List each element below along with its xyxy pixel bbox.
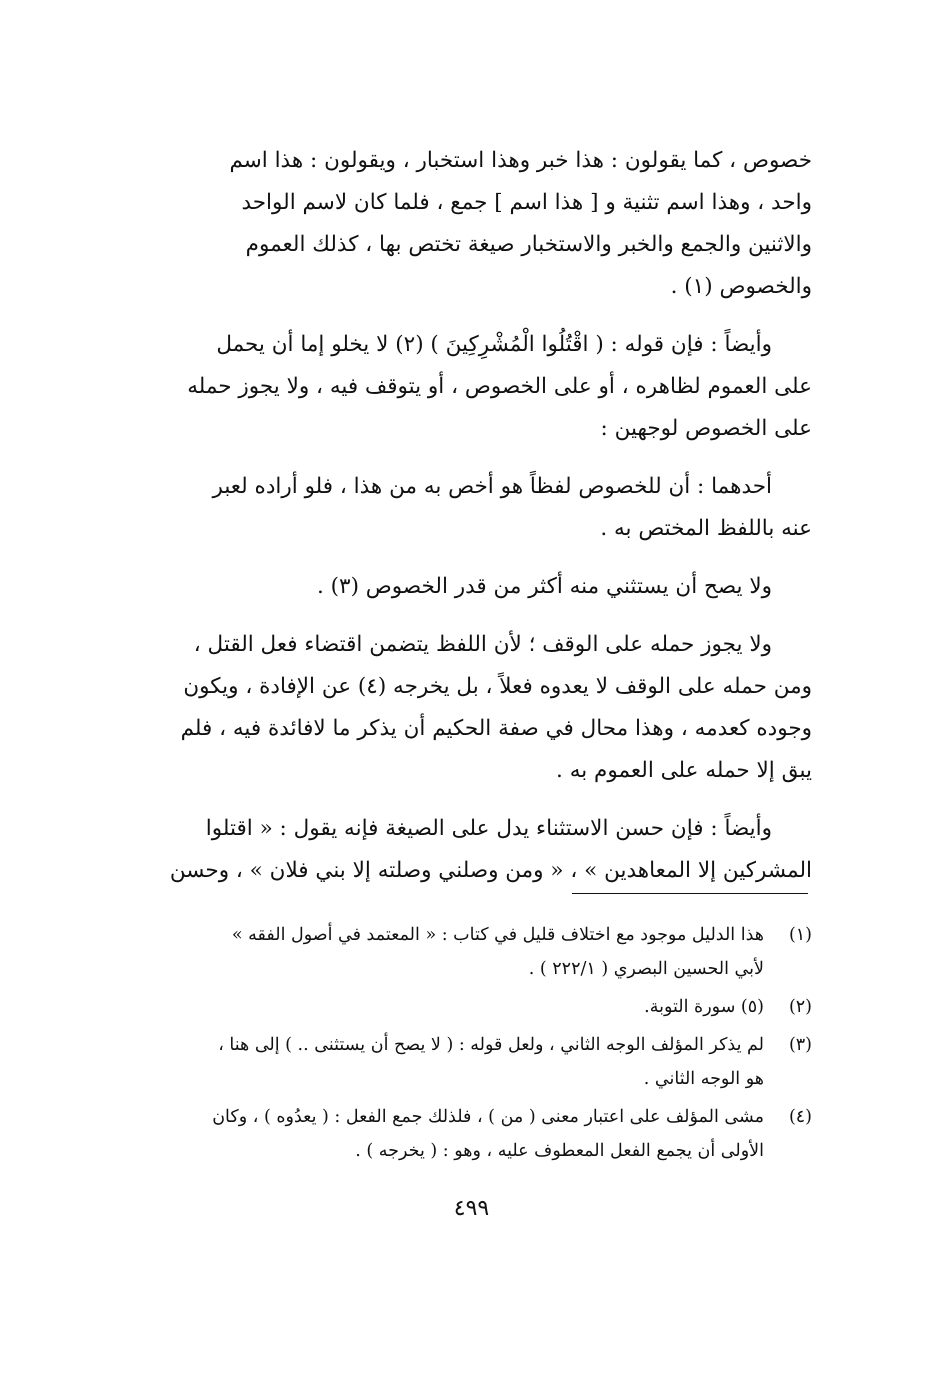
text-line: واحد ، وهذا اسم تثنية و [ هذا اسم ] جمع ، فلما كان لاسم الواحد xyxy=(241,190,812,215)
text-line: والخصوص (١) . xyxy=(670,274,812,299)
paragraph-5 xyxy=(160,624,812,792)
footnote-line: لم يذكر المؤلف الوجه الثاني ، ولعل قوله : ( لا يصح أن يستثنى .. ) إلى هنا ، xyxy=(218,1035,764,1055)
text-line: على العموم لظاهره ، أو على الخصوص ، أو يتوقف فيه ، ولا يجوز حمله xyxy=(187,374,812,399)
footnote-number: (٤) xyxy=(788,1107,812,1127)
paragraph-3 xyxy=(160,466,812,550)
text-line: خصوص ، كما يقولون : هذا خبر وهذا استخبار ، ويقولون : هذا اسم xyxy=(229,148,812,173)
footnote-text xyxy=(160,918,764,986)
footnote-divider xyxy=(572,893,808,894)
text-line: يبق إلا حمله على العموم به . xyxy=(556,758,812,783)
footnote-text xyxy=(160,1028,764,1096)
footnote-number: (١) xyxy=(788,925,812,945)
text-line: والاثنين والجمع والخبر والاستخبار صيغة تختص بها ، كذلك العموم xyxy=(245,232,812,257)
main-text xyxy=(160,140,812,908)
text-line: وأيضاً : فإن حسن الاستثناء يدل على الصيغة فإنه يقول : « اقتلوا xyxy=(205,816,772,841)
footnotes xyxy=(160,918,812,1172)
text-line: على الخصوص لوجهين : xyxy=(600,416,812,441)
footnote-text xyxy=(160,1100,764,1168)
text-line: وأيضاً : فإن قوله : ( اقْتُلُوا الْمُشْرِكِينَ ) (٢) لا يخلو إما أن يحمل xyxy=(216,332,772,357)
text-line: ومن حمله على الوقف لا يعدوه فعلاً ، بل يخرجه (٤) عن الإفادة ، ويكون xyxy=(183,674,812,699)
page-number: ٤٩٩ xyxy=(453,1196,490,1221)
footnote-1 xyxy=(160,918,812,986)
text-line: عنه باللفظ المختص به . xyxy=(600,516,812,541)
text-line: ولا يجوز حمله على الوقف ؛ لأن اللفظ يتضمن اقتضاء فعل القتل ، xyxy=(193,632,772,657)
paragraph-4 xyxy=(160,566,812,608)
footnote-number: (٢) xyxy=(788,997,812,1017)
footnote-line: هذا الدليل موجود مع اختلاف قليل في كتاب : « المعتمد في أصول الفقه » xyxy=(231,925,764,945)
paragraph-1 xyxy=(160,140,812,308)
text-line: أحدهما : أن للخصوص لفظاً هو أخص به من هذا ، فلو أراده لعبر xyxy=(212,474,772,499)
footnote-text xyxy=(160,990,764,1024)
text-line: وجوده كعدمه ، وهذا محال في صفة الحكيم أن يذكر ما لافائدة فيه ، فلم xyxy=(180,716,812,741)
paragraph-6 xyxy=(160,808,812,892)
footnote-3 xyxy=(160,1028,812,1096)
footnote-line: لأبي الحسين البصري ( ٢٢٢/١ ) . xyxy=(528,959,764,979)
text-line: ولا يصح أن يستثني منه أكثر من قدر الخصوص (٣) . xyxy=(316,574,772,599)
footnote-line: (٥) سورة التوبة. xyxy=(644,997,764,1017)
footnote-line: هو الوجه الثاني . xyxy=(643,1069,764,1089)
paragraph-2 xyxy=(160,324,812,450)
text-line: المشركين إلا المعاهدين » ، « ومن وصلني وصلته إلا بني فلان » ، وحسن xyxy=(169,858,812,883)
footnote-4 xyxy=(160,1100,812,1168)
footnote-number: (٣) xyxy=(788,1035,812,1055)
footnote-2 xyxy=(160,990,812,1024)
footnote-line: مشى المؤلف على اعتبار معنى ( من ) ، فلذلك جمع الفعل : ( يعدُوه ) ، وكان xyxy=(212,1107,764,1127)
footnote-line: الأولى أن يجمع الفعل المعطوف عليه ، وهو : ( يخرجه ) . xyxy=(355,1141,764,1161)
